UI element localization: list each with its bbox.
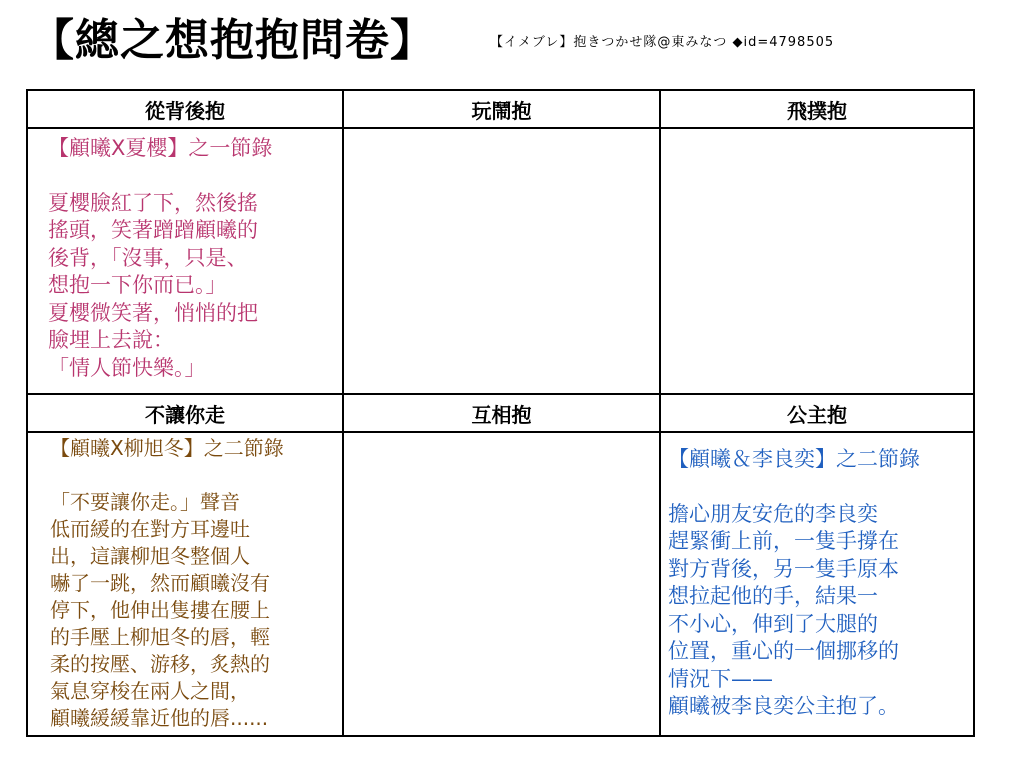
- content-line: 情況下——: [668, 666, 773, 691]
- content-line: 氣息穿梭在兩人之間，: [50, 679, 250, 703]
- title-row: [30, 10, 990, 72]
- content-line: 位置，重心的一個挪移的: [668, 639, 899, 663]
- cell-title: 【顧曦X夏櫻】之一節錄: [48, 136, 273, 160]
- content-line: 對方背後，另一隻手原本: [668, 556, 899, 581]
- cell-content-dont-let-go: [50, 435, 284, 732]
- header-from-behind: 從背後抱: [145, 98, 225, 123]
- content-line: 「情人節快樂。」: [48, 355, 206, 380]
- cell-content-from-behind: [48, 135, 272, 382]
- content-line: 想抱一下你而已。」: [48, 273, 227, 297]
- header-princess: 公主抱: [787, 402, 847, 427]
- content-line: 後背，「沒事，只是、: [48, 245, 248, 270]
- content-line: 趕緊衝上前，一隻手撐在: [668, 529, 899, 553]
- header-playful: 玩鬧抱: [471, 98, 532, 123]
- content-line: 擔心朋友安危的李良奕: [668, 501, 878, 526]
- grid-line-header1-bottom: [28, 127, 973, 129]
- content-line: 的手壓上柳旭冬的唇，輕: [50, 625, 270, 649]
- content-line: 想拉起他的手，結果一: [668, 584, 878, 608]
- content-line: 柔的按壓、游移，炙熱的: [50, 652, 270, 676]
- header-dont-let-go: 不讓你走: [145, 402, 225, 427]
- header-pounce: 飛撲抱: [787, 98, 847, 123]
- content-line: 不小心，伸到了大腿的: [668, 611, 878, 636]
- credit-text: 【イメブレ】抱きつかせ隊@東みなつ ◆id=4798505: [490, 35, 835, 50]
- content-line: 夏櫻臉紅了下，然後搖: [48, 190, 258, 215]
- content-line: 夏櫻微笑著，悄悄的把: [48, 300, 258, 325]
- content-line: 出，這讓柳旭冬整個人: [50, 544, 250, 568]
- content-line: 停下，他伸出隻摟在腰上: [50, 598, 270, 622]
- content-line: 嚇了一跳，然而顧曦沒有: [50, 571, 270, 595]
- content-line: 低而緩的在對方耳邊吐: [50, 517, 250, 541]
- page-title: 【總之想抱抱問卷】: [30, 15, 435, 66]
- cell-content-princess: [668, 446, 920, 721]
- cell-title: 【顧曦＆李良奕】之二節錄: [668, 447, 920, 471]
- content-line: 搖頭，笑著蹭蹭顧曦的: [48, 218, 258, 242]
- cell-title: 【顧曦X柳旭冬】之二節錄: [50, 436, 284, 460]
- content-line: 顧曦緩緩靠近他的唇......: [50, 706, 269, 730]
- content-line: 臉埋上去說：: [48, 328, 174, 352]
- content-line: 「不要讓你走。」聲音: [50, 490, 240, 514]
- grid-line-header2-bottom: [28, 431, 973, 433]
- header-mutual: 互相抱: [471, 402, 532, 427]
- questionnaire-grid: [26, 89, 975, 737]
- content-line: 顧曦被李良奕公主抱了。: [668, 694, 899, 718]
